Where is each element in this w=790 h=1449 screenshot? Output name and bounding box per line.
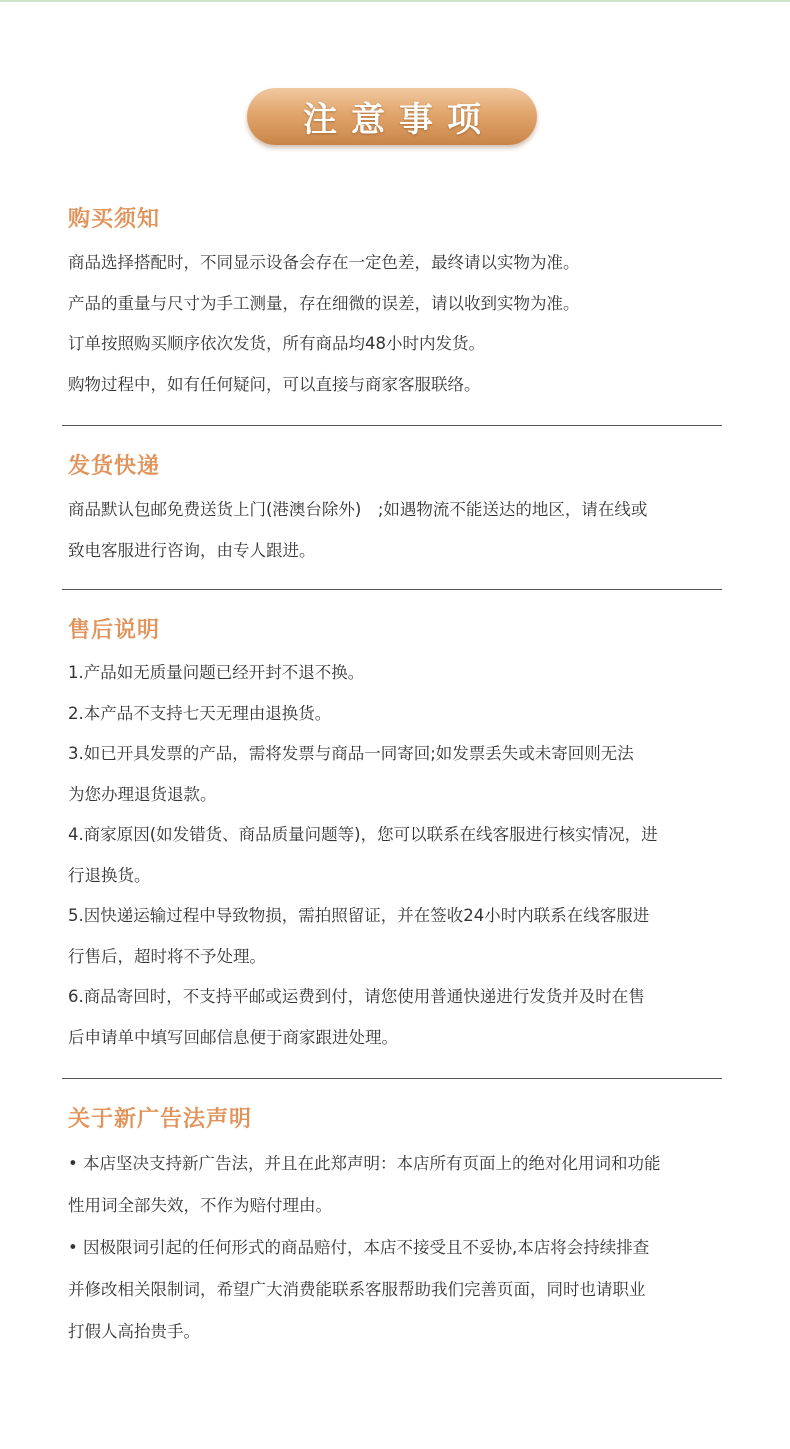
section-divider [62, 1078, 722, 1079]
section-divider [62, 589, 722, 590]
text-line: 3.如已开具发票的产品，需将发票与商品一同寄回;如发票丢失或未寄回则无法 [68, 744, 634, 763]
section-divider [62, 425, 722, 426]
section-purchase-notice [68, 200, 728, 406]
text-line: 订单按照购买顺序依次发货，所有商品均48小时内发货。 [68, 334, 485, 354]
text-line: • 本店坚决支持新广告法，并且在此郑声明：本店所有页面上的绝对化用词和功能 [68, 1154, 661, 1173]
top-border-line [0, 0, 790, 2]
text-line: 性用词全部失效，不作为赔付理由。 [68, 1196, 332, 1215]
text-line: • 因极限词引起的任何形式的商品赔付，本店不接受且不妥协,本店将会持续排查 [68, 1238, 650, 1257]
section-heading: 发货快递 [68, 454, 161, 479]
text-line: 行退换货。 [68, 865, 151, 885]
text-line: 5.因快递运输过程中导致物损，需拍照留证，并在签收24小时内联系在线客服进 [68, 906, 650, 925]
text-line: 打假人高抬贵手。 [68, 1322, 200, 1341]
text-line: 商品选择搭配时，不同显示设备会存在一定色差，最终请以实物为准。 [68, 253, 580, 272]
text-line: 产品的重量与尺寸为手工测量，存在细微的误差，请以收到实物为准。 [68, 293, 580, 313]
section-heading: 购买须知 [68, 207, 161, 232]
section-after-sales [68, 611, 728, 1058]
text-line: 行售后，超时将不予处理。 [68, 946, 266, 966]
text-line: 并修改相关限制词，希望广大消费能联系客服帮助我们完善页面，同时也请职业 [68, 1280, 646, 1299]
text-line: 4.商家原因(如发错货、商品质量问题等)，您可以联系在线客服进行核实情况，进 [68, 825, 658, 844]
text-line: 后申请单中填写回邮信息便于商家跟进处理。 [68, 1027, 398, 1047]
text-line: 购物过程中，如有任何疑问，可以直接与商家客服联络。 [68, 375, 481, 395]
page-title: 注意事项 [303, 100, 495, 140]
text-line: 1.产品如无质量问题已经开封不退不换。 [68, 663, 365, 682]
text-line: 为您办理退货退款。 [68, 784, 217, 804]
section-shipping [68, 447, 728, 571]
section-heading: 关于新广告法声明 [68, 1107, 253, 1132]
text-line: 商品默认包邮免费送货上门(港澳台除外) ;如遇物流不能送达的地区，请在线或 [68, 500, 648, 519]
text-line: 致电客服进行咨询，由专人跟进。 [68, 541, 316, 560]
section-ad-law-statement [68, 1100, 728, 1353]
section-heading: 售后说明 [68, 618, 161, 643]
text-line: 2.本产品不支持七天无理由退换货。 [68, 703, 332, 723]
title-banner [247, 88, 537, 145]
text-line: 6.商品寄回时，不支持平邮或运费到付，请您使用普通快递进行发货并及时在售 [68, 987, 645, 1006]
